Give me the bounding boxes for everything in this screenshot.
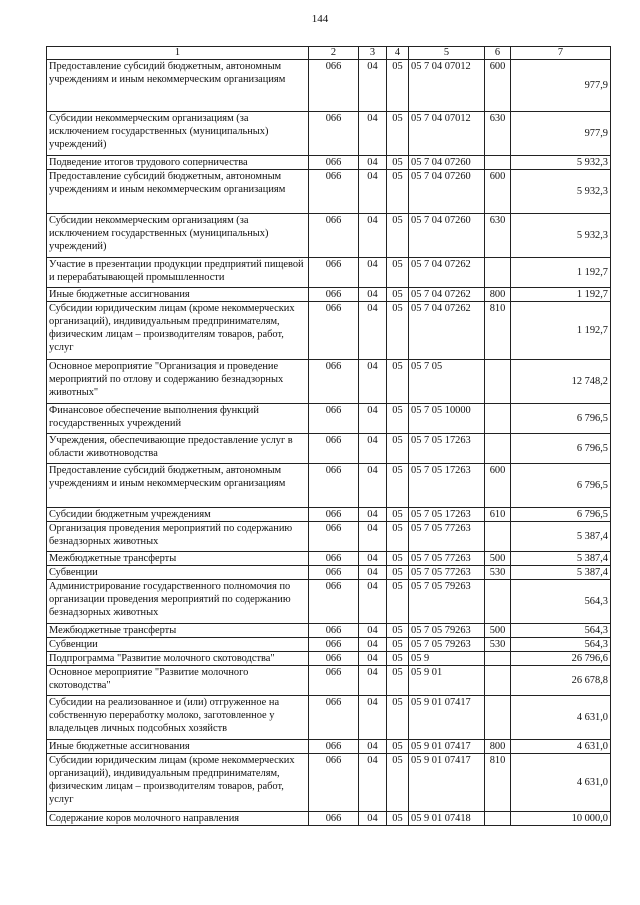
row-expense-type-cell: 800 (485, 740, 511, 754)
row-name-cell: Предоставление субсидий бюджетным, автономным учреждениям и иным некоммерческим организациям (47, 60, 309, 112)
row-subsection-cell: 05 (387, 624, 409, 638)
table-row (47, 302, 611, 360)
row-target-article-cell: 05 9 01 07417 (409, 740, 485, 754)
row-name-cell: Администрирование государственного полномочия по организации проведения мероприятий по содержанию безнадзорных животных (47, 580, 309, 624)
row-expense-type-cell: 630 (485, 214, 511, 258)
row-section-cell: 04 (359, 464, 387, 508)
row-code-cell: 066 (309, 302, 359, 360)
row-amount-cell: 4 631,0 (511, 754, 611, 812)
row-amount-cell: 5 932,3 (511, 214, 611, 258)
row-subsection-cell: 05 (387, 638, 409, 652)
row-code-cell: 066 (309, 288, 359, 302)
table-row (47, 666, 611, 696)
row-name-cell: Предоставление субсидий бюджетным, автономным учреждениям и иным некоммерческим организациям (47, 170, 309, 214)
row-section-cell: 04 (359, 214, 387, 258)
row-target-article-cell: 05 9 01 07418 (409, 812, 485, 826)
row-target-article-cell: 05 7 04 07260 (409, 214, 485, 258)
table-row (47, 112, 611, 156)
row-name-cell: Субсидии на реализованное и (или) отгруженное на собственную переработку молоко, заготовленное у владельцев личных подсобных хозяйств (47, 696, 309, 740)
table-row (47, 464, 611, 508)
row-target-article-cell: 05 7 05 17263 (409, 508, 485, 522)
row-name-cell: Субвенции (47, 566, 309, 580)
row-amount-cell: 977,9 (511, 60, 611, 112)
row-target-article-cell: 05 7 05 17263 (409, 434, 485, 464)
row-amount-cell: 5 387,4 (511, 552, 611, 566)
row-code-cell: 066 (309, 666, 359, 696)
row-code-cell: 066 (309, 522, 359, 552)
table-row (47, 360, 611, 404)
row-section-cell: 04 (359, 552, 387, 566)
row-amount-cell: 977,9 (511, 112, 611, 156)
row-subsection-cell: 05 (387, 508, 409, 522)
row-name-cell: Субсидии юридическим лицам (кроме некоммерческих организаций), индивидуальным предпринимателям, физическим лицам – производителям товаров, работ, услуг (47, 754, 309, 812)
row-amount-cell: 564,3 (511, 624, 611, 638)
row-expense-type-cell (485, 522, 511, 552)
header-cell-3: 3 (359, 47, 387, 60)
row-expense-type-cell: 500 (485, 624, 511, 638)
row-name-cell: Учреждения, обеспечивающие предоставление услуг в области животноводства (47, 434, 309, 464)
row-section-cell: 04 (359, 696, 387, 740)
row-section-cell: 04 (359, 404, 387, 434)
row-code-cell: 066 (309, 464, 359, 508)
header-cell-7: 7 (511, 47, 611, 60)
row-code-cell: 066 (309, 696, 359, 740)
row-name-cell: Предоставление субсидий бюджетным, автономным учреждениям и иным некоммерческим организациям (47, 464, 309, 508)
row-section-cell: 04 (359, 652, 387, 666)
row-target-article-cell: 05 9 01 07417 (409, 696, 485, 740)
row-amount-cell: 6 796,5 (511, 464, 611, 508)
row-expense-type-cell: 600 (485, 170, 511, 214)
row-amount-cell: 26 796,6 (511, 652, 611, 666)
row-code-cell: 066 (309, 112, 359, 156)
row-expense-type-cell (485, 666, 511, 696)
row-section-cell: 04 (359, 508, 387, 522)
row-code-cell: 066 (309, 812, 359, 826)
row-code-cell: 066 (309, 404, 359, 434)
row-section-cell: 04 (359, 170, 387, 214)
row-amount-cell: 6 796,5 (511, 434, 611, 464)
row-code-cell: 066 (309, 60, 359, 112)
row-code-cell: 066 (309, 580, 359, 624)
budget-table (46, 46, 611, 826)
row-section-cell: 04 (359, 812, 387, 826)
row-subsection-cell: 05 (387, 112, 409, 156)
row-amount-cell: 12 748,2 (511, 360, 611, 404)
row-code-cell: 066 (309, 552, 359, 566)
header-row (47, 47, 611, 60)
table-row (47, 214, 611, 258)
row-name-cell: Организация проведения мероприятий по содержанию безнадзорных животных (47, 522, 309, 552)
row-subsection-cell: 05 (387, 288, 409, 302)
row-target-article-cell: 05 7 05 79263 (409, 580, 485, 624)
header-cell-1: 1 (47, 47, 309, 60)
row-expense-type-cell: 530 (485, 566, 511, 580)
table-row (47, 638, 611, 652)
row-expense-type-cell: 800 (485, 288, 511, 302)
table-row (47, 508, 611, 522)
row-section-cell: 04 (359, 566, 387, 580)
row-subsection-cell: 05 (387, 60, 409, 112)
row-code-cell: 066 (309, 508, 359, 522)
row-subsection-cell: 05 (387, 434, 409, 464)
row-subsection-cell: 05 (387, 740, 409, 754)
row-expense-type-cell (485, 404, 511, 434)
row-subsection-cell: 05 (387, 754, 409, 812)
row-subsection-cell: 05 (387, 580, 409, 624)
row-subsection-cell: 05 (387, 696, 409, 740)
row-code-cell: 066 (309, 624, 359, 638)
row-expense-type-cell: 530 (485, 638, 511, 652)
row-name-cell: Содержание коров молочного направления (47, 812, 309, 826)
row-name-cell: Финансовое обеспечение выполнения функций государственных учреждений (47, 404, 309, 434)
row-section-cell: 04 (359, 624, 387, 638)
row-expense-type-cell (485, 652, 511, 666)
row-section-cell: 04 (359, 754, 387, 812)
row-code-cell: 066 (309, 652, 359, 666)
table-row (47, 812, 611, 826)
row-section-cell: 04 (359, 156, 387, 170)
row-target-article-cell: 05 7 04 07260 (409, 156, 485, 170)
table-row (47, 170, 611, 214)
row-expense-type-cell (485, 696, 511, 740)
row-subsection-cell: 05 (387, 464, 409, 508)
row-amount-cell: 1 192,7 (511, 258, 611, 288)
row-subsection-cell: 05 (387, 258, 409, 288)
row-code-cell: 066 (309, 566, 359, 580)
row-section-cell: 04 (359, 360, 387, 404)
row-subsection-cell: 05 (387, 360, 409, 404)
row-expense-type-cell (485, 156, 511, 170)
row-subsection-cell: 05 (387, 302, 409, 360)
row-target-article-cell: 05 7 05 (409, 360, 485, 404)
header-cell-6: 6 (485, 47, 511, 60)
table-row (47, 652, 611, 666)
row-code-cell: 066 (309, 740, 359, 754)
row-name-cell: Субвенции (47, 638, 309, 652)
row-expense-type-cell: 600 (485, 464, 511, 508)
row-name-cell: Субсидии некоммерческим организациям (за исключением государственных (муниципальных) учреждений) (47, 214, 309, 258)
row-section-cell: 04 (359, 302, 387, 360)
row-section-cell: 04 (359, 666, 387, 696)
row-expense-type-cell: 500 (485, 552, 511, 566)
row-expense-type-cell (485, 812, 511, 826)
row-section-cell: 04 (359, 434, 387, 464)
row-section-cell: 04 (359, 112, 387, 156)
row-target-article-cell: 05 7 04 07262 (409, 288, 485, 302)
row-target-article-cell: 05 7 04 07262 (409, 258, 485, 288)
row-amount-cell: 4 631,0 (511, 696, 611, 740)
row-subsection-cell: 05 (387, 522, 409, 552)
row-target-article-cell: 05 7 05 77263 (409, 522, 485, 552)
row-amount-cell: 6 796,5 (511, 508, 611, 522)
table-row (47, 60, 611, 112)
table-row (47, 288, 611, 302)
row-target-article-cell: 05 9 01 07417 (409, 754, 485, 812)
row-section-cell: 04 (359, 258, 387, 288)
row-subsection-cell: 05 (387, 666, 409, 696)
table-row (47, 552, 611, 566)
row-code-cell: 066 (309, 258, 359, 288)
row-target-article-cell: 05 7 05 77263 (409, 552, 485, 566)
row-amount-cell: 6 796,5 (511, 404, 611, 434)
row-subsection-cell: 05 (387, 812, 409, 826)
row-code-cell: 066 (309, 170, 359, 214)
row-subsection-cell: 05 (387, 156, 409, 170)
row-expense-type-cell (485, 360, 511, 404)
row-name-cell: Участие в презентации продукции предприятий пищевой и перерабатывающей промышленности (47, 258, 309, 288)
table-row (47, 522, 611, 552)
row-name-cell: Субсидии юридическим лицам (кроме некоммерческих организаций), индивидуальным предпринимателям, физическим лицам – производителям товаров, работ, услуг (47, 302, 309, 360)
row-section-cell: 04 (359, 580, 387, 624)
page-number: 144 (311, 13, 329, 25)
row-amount-cell: 564,3 (511, 580, 611, 624)
row-subsection-cell: 05 (387, 404, 409, 434)
row-expense-type-cell (485, 434, 511, 464)
table-row (47, 404, 611, 434)
row-code-cell: 066 (309, 638, 359, 652)
row-expense-type-cell: 610 (485, 508, 511, 522)
header-cell-4: 4 (387, 47, 409, 60)
table-row (47, 156, 611, 170)
row-target-article-cell: 05 7 05 17263 (409, 464, 485, 508)
row-target-article-cell: 05 7 05 79263 (409, 624, 485, 638)
row-name-cell: Основное мероприятие "Организация и проведение мероприятий по отлову и содержанию безнадзорных животных" (47, 360, 309, 404)
row-code-cell: 066 (309, 360, 359, 404)
row-code-cell: 066 (309, 156, 359, 170)
row-section-cell: 04 (359, 60, 387, 112)
row-amount-cell: 5 387,4 (511, 566, 611, 580)
table-row (47, 740, 611, 754)
row-code-cell: 066 (309, 754, 359, 812)
row-subsection-cell: 05 (387, 170, 409, 214)
row-target-article-cell: 05 9 01 (409, 666, 485, 696)
row-section-cell: 04 (359, 638, 387, 652)
row-target-article-cell: 05 7 05 79263 (409, 638, 485, 652)
row-expense-type-cell (485, 258, 511, 288)
row-expense-type-cell (485, 580, 511, 624)
row-expense-type-cell: 810 (485, 302, 511, 360)
row-target-article-cell: 05 7 04 07262 (409, 302, 485, 360)
row-target-article-cell: 05 9 (409, 652, 485, 666)
table-row (47, 696, 611, 740)
row-target-article-cell: 05 7 04 07012 (409, 60, 485, 112)
row-amount-cell: 1 192,7 (511, 302, 611, 360)
row-name-cell: Подведение итогов трудового соперничества (47, 156, 309, 170)
row-name-cell: Основное мероприятие "Развитие молочного скотоводства" (47, 666, 309, 696)
row-target-article-cell: 05 7 04 07012 (409, 112, 485, 156)
row-amount-cell: 5 932,3 (511, 156, 611, 170)
row-amount-cell: 1 192,7 (511, 288, 611, 302)
header-cell-2: 2 (309, 47, 359, 60)
row-subsection-cell: 05 (387, 214, 409, 258)
row-section-cell: 04 (359, 288, 387, 302)
row-name-cell: Межбюджетные трансферты (47, 624, 309, 638)
row-target-article-cell: 05 7 05 77263 (409, 566, 485, 580)
row-name-cell: Субсидии некоммерческим организациям (за исключением государственных (муниципальных) учреждений) (47, 112, 309, 156)
row-amount-cell: 4 631,0 (511, 740, 611, 754)
table-row (47, 754, 611, 812)
table-row (47, 566, 611, 580)
row-name-cell: Иные бюджетные ассигнования (47, 288, 309, 302)
table-row (47, 624, 611, 638)
row-subsection-cell: 05 (387, 552, 409, 566)
table-row (47, 434, 611, 464)
row-code-cell: 066 (309, 214, 359, 258)
row-amount-cell: 5 932,3 (511, 170, 611, 214)
row-amount-cell: 26 678,8 (511, 666, 611, 696)
row-name-cell: Субсидии бюджетным учреждениям (47, 508, 309, 522)
row-expense-type-cell: 600 (485, 60, 511, 112)
row-amount-cell: 10 000,0 (511, 812, 611, 826)
row-name-cell: Иные бюджетные ассигнования (47, 740, 309, 754)
header-cell-5: 5 (409, 47, 485, 60)
row-section-cell: 04 (359, 740, 387, 754)
row-amount-cell: 5 387,4 (511, 522, 611, 552)
row-name-cell: Межбюджетные трансферты (47, 552, 309, 566)
row-expense-type-cell: 810 (485, 754, 511, 812)
row-amount-cell: 564,3 (511, 638, 611, 652)
table-row (47, 258, 611, 288)
row-subsection-cell: 05 (387, 566, 409, 580)
row-section-cell: 04 (359, 522, 387, 552)
row-target-article-cell: 05 7 04 07260 (409, 170, 485, 214)
row-expense-type-cell: 630 (485, 112, 511, 156)
row-subsection-cell: 05 (387, 652, 409, 666)
row-code-cell: 066 (309, 434, 359, 464)
table-row (47, 580, 611, 624)
row-name-cell: Подпрограмма "Развитие молочного скотоводства" (47, 652, 309, 666)
row-target-article-cell: 05 7 05 10000 (409, 404, 485, 434)
